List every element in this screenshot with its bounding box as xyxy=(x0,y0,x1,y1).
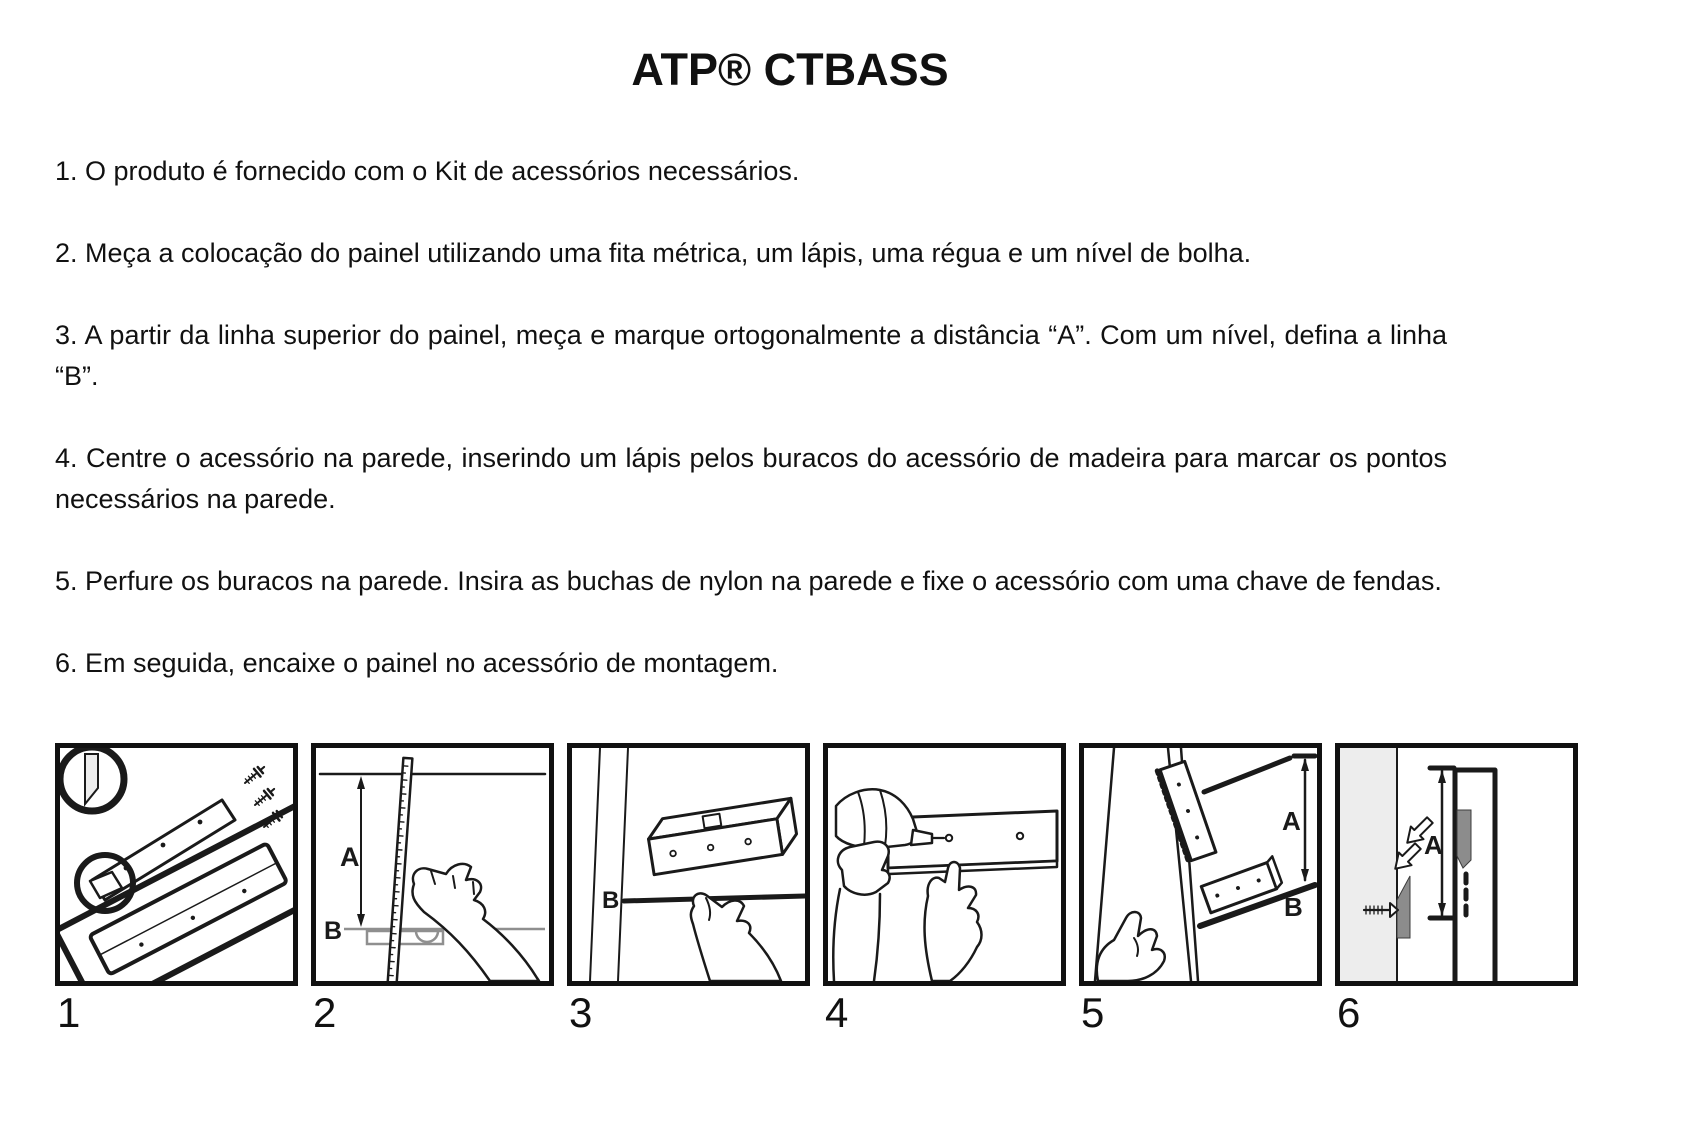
instruction-step-2: 2. Meça a colocação do painel utilizando uma fita métrica, um lápis, uma régua e um nível de bolha. xyxy=(55,238,1252,268)
figure-1-frame xyxy=(55,743,298,986)
kit-contents-illustration xyxy=(60,748,293,981)
figure-number: 1 xyxy=(57,989,81,1036)
figure-4 xyxy=(823,743,1066,1034)
figure-6-frame xyxy=(1335,743,1578,986)
label-b: B xyxy=(324,917,343,945)
cross-section-illustration xyxy=(1340,748,1573,981)
figure-number: 5 xyxy=(1081,989,1105,1036)
instruction-step-1: 1. O produto é fornecido com o Kit de acessórios necessários. xyxy=(55,156,800,186)
figure-5-frame xyxy=(1079,743,1322,986)
figure-6 xyxy=(1335,743,1578,1034)
figure-strip xyxy=(55,743,1696,1034)
figure-2-frame xyxy=(311,743,554,986)
figure-number: 2 xyxy=(313,989,337,1036)
figure-number: 3 xyxy=(569,989,593,1036)
positioning-illustration xyxy=(572,748,805,981)
page-title: ATP® CTBASS xyxy=(631,44,949,95)
instruction-step-5: 5. Perfure os buracos na parede. Insira as buchas de nylon na parede e fixe o acessório com uma chave de fendas. xyxy=(55,566,1442,596)
page-title-row xyxy=(55,44,1525,96)
cleat-icon xyxy=(646,798,800,874)
fist-icon xyxy=(833,842,889,981)
ruler-icon xyxy=(386,758,412,981)
wall-cleat-icon xyxy=(1397,876,1410,938)
figure-4-frame xyxy=(823,743,1066,986)
label-b: B xyxy=(602,887,620,914)
measuring-illustration xyxy=(316,748,549,981)
instruction-step-4: 4. Centre o acessório na parede, inserindo um lápis pelos buracos do acessório de madeira para marcar os pontos necessários na parede. xyxy=(55,443,1447,514)
wall-section xyxy=(1340,748,1397,981)
figure-1 xyxy=(55,743,298,1034)
spirit-level-icon xyxy=(367,931,443,944)
instruction-step-6: 6. Em seguida, encaixe o painel no acessório de montagem. xyxy=(55,648,779,678)
drilling-illustration xyxy=(828,748,1061,981)
label-a: A xyxy=(1424,830,1443,860)
label-b: B xyxy=(1284,892,1303,922)
hand-icon xyxy=(925,862,982,981)
figure-number: 4 xyxy=(825,989,849,1036)
figure-3 xyxy=(567,743,810,1034)
document-page xyxy=(0,44,1696,1034)
panel-cleat-icon xyxy=(1457,810,1471,868)
hand-icon xyxy=(412,864,539,981)
hanging-illustration xyxy=(1084,748,1317,981)
figure-number: 6 xyxy=(1337,989,1361,1036)
instruction-step-3: 3. A partir da linha superior do painel, meça e marque ortogonalmente a distância “A”. Com um nível, defina a linha “B”. xyxy=(55,320,1447,391)
hand-icon xyxy=(1097,912,1165,981)
instructions xyxy=(55,151,1447,684)
hand-icon xyxy=(691,893,781,981)
label-a: A xyxy=(1282,806,1301,836)
figure-2 xyxy=(311,743,554,1034)
board-cleat-icon xyxy=(1157,761,1216,861)
wall-cleat-icon xyxy=(1200,856,1283,912)
label-a: A xyxy=(340,842,360,872)
figure-5 xyxy=(1079,743,1322,1034)
figure-3-frame xyxy=(567,743,810,986)
panel-section xyxy=(1455,770,1495,981)
